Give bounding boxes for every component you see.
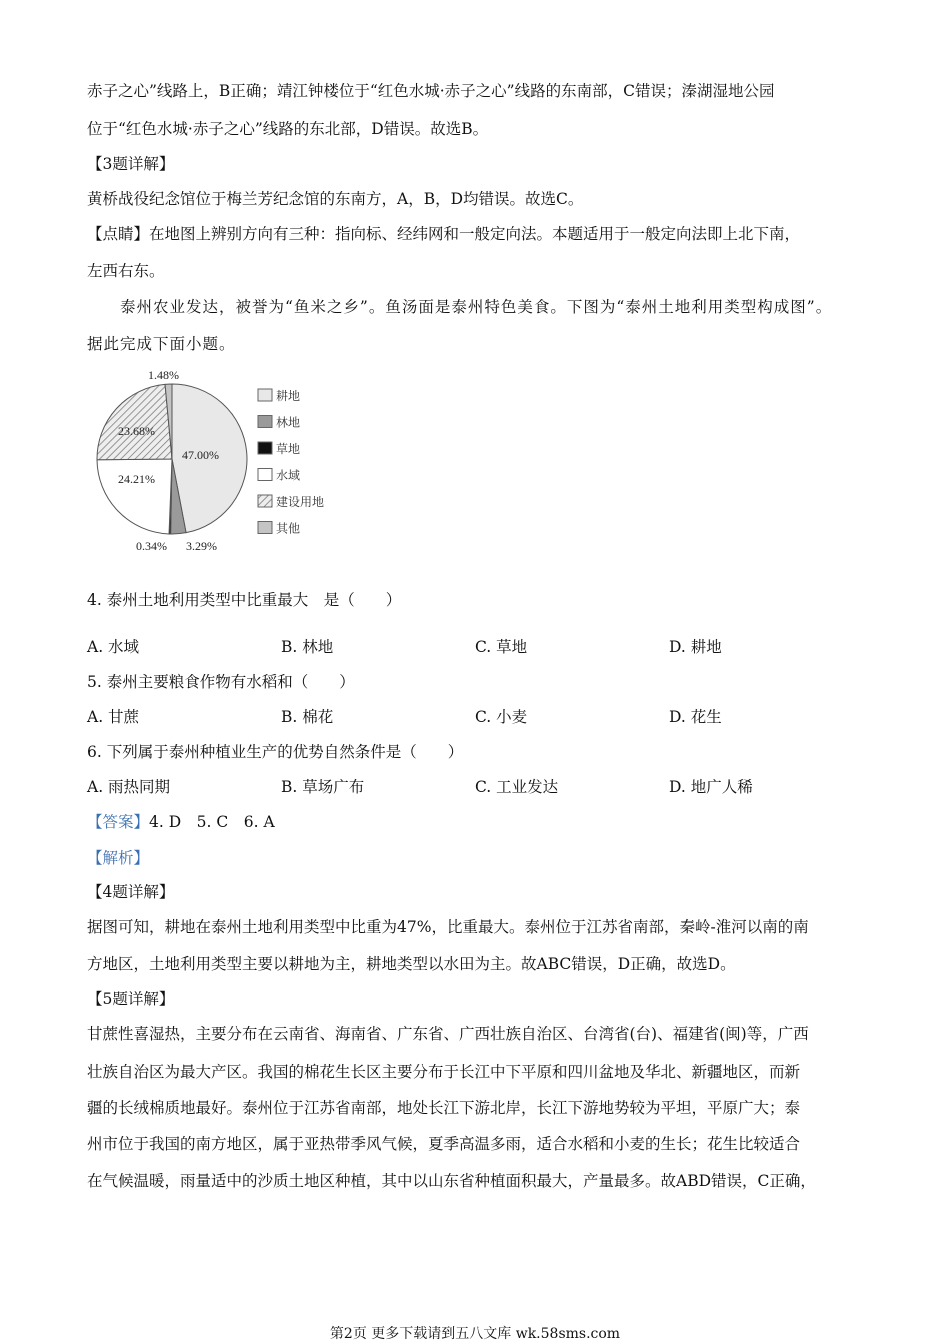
text-line-1: 赤子之心”线路上，B正确；靖江钟楼位于“红色水城·赤子之心”线路的东南部，C错误；溱湖湿地公园 — [87, 82, 775, 100]
q5-option-a: A. 甘蔗 — [87, 708, 140, 726]
q6-option-c: C. 工业发达 — [475, 778, 559, 796]
q5-detail-line-4: 州市位于我国的南方地区，属于亚热带季风气候，夏季高温多雨，适合水稻和小麦的生长；花生比较适合 — [87, 1135, 801, 1153]
legend-construction-swatch — [258, 495, 272, 507]
answer-text: 4. D 5. C 6. A — [149, 813, 275, 831]
q5-detail-line-3: 疆的长绒棉质地最好。泰州位于江苏省南部，地处长江下游北岸，长江下游地势较为平坦，平原广大；泰 — [87, 1099, 801, 1117]
q4-detail-line-1: 据图可知，耕地在泰州土地利用类型中比重为47%，比重最大。泰州位于江苏省南部，秦岭-淮河以南的南 — [87, 918, 809, 936]
page-footer: 第2页 更多下载请到五八文库 wk.58sms.com — [329, 1326, 621, 1342]
legend-other-swatch — [258, 522, 272, 534]
q4-detail-line-2: 方地区，土地利用类型主要以耕地为主，耕地类型以水田为主。故ABC错误，D正确，故选D。 — [87, 955, 736, 973]
legend-forest-label: 林地 — [276, 415, 301, 430]
legend-water-swatch — [258, 469, 272, 481]
q5-detail-line-1: 甘蔗性喜湿热，主要分布在云南省、海南省、广东省、广西壮族自治区、台湾省(台)、福建省(闽)等，广西 — [87, 1025, 809, 1043]
legend-water-label: 水域 — [276, 468, 301, 483]
legend-other-label: 其他 — [276, 521, 301, 536]
q4-option-b: B. 林地 — [281, 638, 334, 656]
legend-grass-swatch — [258, 442, 272, 454]
slice-label-construction: 23.68% — [118, 424, 155, 438]
text-line-tip-2: 左西右东。 — [87, 262, 165, 280]
slice-construction — [97, 384, 172, 459]
question-4-stem: 4. 泰州土地利用类型中比重最大 是（ ） — [87, 591, 402, 609]
answer-label: 【答案】 — [87, 813, 150, 831]
slice-water — [97, 459, 172, 534]
land-use-pie-chart — [90, 362, 360, 557]
analysis-label: 【解析】 — [87, 849, 150, 867]
text-line-tip: 【点睛】在地图上辨别方向有三种：指向标、经纬网和一般定向法。本题适用于一般定向法即上北下南， — [87, 225, 801, 243]
q6-option-b: B. 草场广布 — [281, 778, 365, 796]
legend-farmland-swatch — [258, 389, 272, 401]
heading-q5-detail: 【5题详解】 — [87, 990, 175, 1008]
legend-grass-label: 草地 — [276, 442, 301, 456]
intro-line-1: 泰州农业发达，被誉为“鱼米之乡”。鱼汤面是泰州特色美食。下图为“泰州土地利用类型构成图”。 — [120, 298, 833, 316]
q4-option-d: D. 耕地 — [669, 638, 722, 656]
q5-option-b: B. 棉花 — [281, 708, 334, 726]
slice-label-farmland: 47.00% — [182, 448, 219, 462]
legend-farmland-label: 耕地 — [276, 389, 301, 403]
legend-forest-swatch — [258, 416, 272, 428]
slice-label-other: 1.48% — [148, 368, 179, 382]
answer-line — [87, 811, 275, 833]
q5-detail-line-5: 在气候温暖，雨量适中的沙质土地区种植，其中以山东省种植面积最大，产量最多。故ABD错误，C正确， — [87, 1172, 816, 1190]
q5-option-c: C. 小麦 — [475, 708, 528, 726]
text-line-q3: 黄桥战役纪念馆位于梅兰芳纪念馆的东南方，A，B，D均错误。故选C。 — [87, 190, 584, 208]
question-5-stem: 5. 泰州主要粮食作物有水稻和（ ） — [87, 673, 355, 691]
legend-construction-label: 建设用地 — [276, 495, 325, 509]
heading-q4-detail: 【4题详解】 — [87, 883, 175, 901]
q5-option-d: D. 花生 — [669, 708, 722, 726]
q4-option-c: C. 草地 — [475, 638, 528, 656]
q6-option-a: A. 雨热同期 — [87, 778, 171, 796]
slice-label-forest: 3.29% — [186, 539, 217, 553]
question-6-stem: 6. 下列属于泰州种植业生产的优势自然条件是（ ） — [87, 743, 464, 761]
text-line-2: 位于“红色水城·赤子之心”线路的东北部，D错误。故选B。 — [87, 120, 489, 138]
slice-label-grass: 0.34% — [136, 539, 167, 553]
q6-option-d: D. 地广人稀 — [669, 778, 753, 796]
heading-q3-detail: 【3题详解】 — [87, 155, 175, 173]
slice-label-water: 24.21% — [118, 472, 155, 486]
intro-line-2: 据此完成下面小题。 — [87, 335, 236, 353]
q5-detail-line-2: 壮族自治区为最大产区。我国的棉花生长区主要分布于长江中下平原和四川盆地及华北、新疆地区，而新 — [87, 1063, 801, 1081]
q4-option-a: A. 水域 — [87, 638, 140, 656]
